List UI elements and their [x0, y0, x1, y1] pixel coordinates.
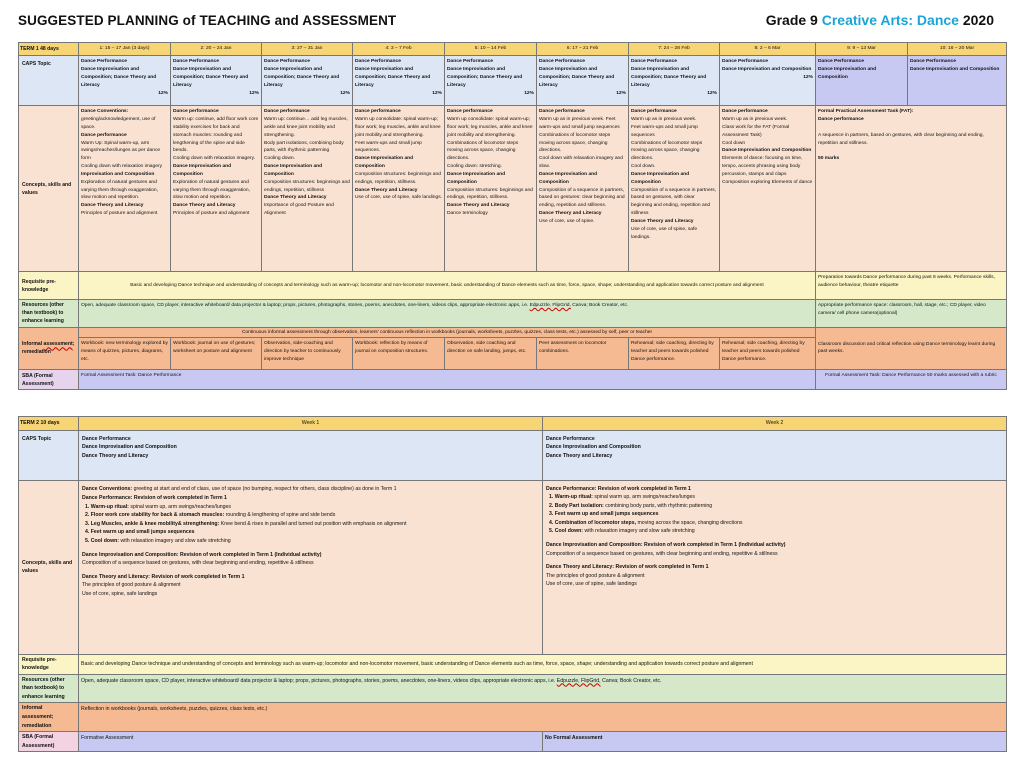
requisite-text: Basic and developing Dance technique and understanding of concepts and terminology such as warm-up; locomotor and non-locomotor movement, basic understanding of Dance elements such as time, force, space, shape; understanding and application towards correct posture and alignment	[79, 272, 816, 300]
resources-text: Open, adequate classroom space, CD player, interactive whiteboard/ data projector & laptop; props, pictures, photographs, stories, poems, anecdotes, one-liners, videos clips, appropriate electronic apps, i.e. Edpuzzle, FlipGrid, Canva; Book Creator, etc.	[79, 300, 816, 327]
concept-line: Elements of dance: focusing on time, tempo, accents phrasing using body percussion, stamps and claps	[722, 156, 803, 177]
concepts-cell	[171, 106, 262, 272]
concept-line: Dance Theory and Literacy	[81, 203, 144, 209]
term1-requisite-row	[19, 272, 1007, 300]
week2-concepts: Dance Performance: Revision of work completed in Term 1 1. Warm-up ritual: spinal warm up, arm swings/reaches/lunges 2. Body Part isolation: combining body parts, with rhythmic patterning 3. Feet warm up and small jumps sequences 4. Combination of locomotor steps, moving across the space, changing directions 5. Cool down: with relaxation imagery and slow safe stretching Dance Improvisation and Composition: Revision of work completed in Term 1 (Individual activity) Composition of a sequence based on gestures, with clear beginning and ending, repetitive & stillness Dance Theory and Literacy: Revision of work completed in Term 1 The principles of good posture & alignment Use of core, use of spine, safe landings	[543, 480, 1007, 654]
concept-line: Combinations of locomotor steps moving across space, changing directions.	[631, 140, 703, 162]
concept-line: Composition structures: beginnings and endings, repetition, stillness.	[447, 187, 533, 201]
concept-line: Dance performance	[631, 109, 677, 115]
numbered-item: 3. Feet warm up and small jumps sequences	[549, 511, 659, 518]
term2-table	[18, 416, 1007, 752]
grade-subject-title	[766, 12, 994, 28]
concept-line: Dance performance	[447, 109, 493, 115]
concept-line: Composition of a sequence in partners, based on gestures, with clear beginning and ending, repetition and stillness	[631, 187, 717, 217]
caps-topic-label: CAPS Topic	[19, 56, 79, 106]
concept-line: Warm up consolidate: spinal warm-up; floor work; leg muscles, ankle and knee joint mobility and strengthening.	[355, 116, 441, 138]
term1-sba-row	[19, 370, 1007, 390]
concept-line: Dance Improvisation and Composition	[447, 171, 506, 185]
concept-line: Cool down	[722, 140, 746, 146]
sba-right: Formal Assessment Task: Dance Performance 50 marks assessed with a rubric	[816, 370, 1007, 390]
term1-week-4: 4: 3 – 7 Feb	[353, 43, 445, 56]
concept-line: Dance performance	[539, 109, 585, 115]
caps-cell: Dance Performance Dance Improvisation and Composition	[908, 56, 1007, 106]
concept-line: A sequence in partners, based on gestures, with clear beginning and ending, repetition and stillness.	[818, 132, 984, 146]
term1-week-3: 3: 27 – 31 Jan	[262, 43, 353, 56]
requisite-label: Requisite pre-knowledge	[19, 654, 79, 674]
sba-left: Formative Assessment	[79, 732, 543, 752]
term1-header-row	[19, 43, 1007, 56]
concept-line	[818, 124, 1004, 132]
concept-line: Dance performance	[722, 109, 768, 115]
resources-right: Appropriate performance space: classroom, hall, stage, etc.; CD player, video camera/ cell phone camera(optional)	[816, 300, 1007, 327]
fat-cell	[816, 106, 1007, 272]
concepts-cell	[629, 106, 720, 272]
numbered-item: 5. Cool down: with relaxation imagery and slow safe stretching	[85, 538, 231, 545]
caps-cell: Dance Performance Dance Improvisation and Composition; Dance Theory and Literacy 12%	[537, 56, 629, 106]
resources-label: Resources (other than textbook) to enhance learning	[19, 300, 79, 327]
informal-cell: Observation, side coaching and direction on safe landing, jumps, etc.	[445, 338, 537, 370]
informal-cell: Rehearsal; side coaching, directing by teacher and peers towards polished Dance performance.	[720, 338, 816, 370]
term2-requisite-row	[19, 654, 1007, 674]
numbered-item: 5. Cool down: with relaxation imagery and slow safe stretching	[549, 528, 695, 535]
concepts-cell	[79, 106, 171, 272]
concepts-label: Concepts, skills and values	[19, 106, 79, 272]
concept-line: Cool down with relaxation imagery and slow.	[539, 156, 624, 170]
informal-top-text: Continuous informal assessment through observation, learners' continuous reflection in workbooks (journals, worksheets, puzzles, quizzes, class tests, etc.) assessed by self, peer or teacher	[79, 327, 816, 338]
concept-line: Dance terminology	[447, 211, 488, 217]
caps-cell: Dance Performance Dance Improvisation and Composition; Dance Theory and Literacy 12%	[445, 56, 537, 106]
concept-line: Cooling down: stretching.	[447, 164, 502, 170]
caps-cell: Dance Performance Dance Improvisation and Composition 12%	[720, 56, 816, 106]
informal-text: Reflection in workbooks (journals, worksheets, puzzles, quizzes, class tests, etc.)	[79, 703, 1007, 732]
caps-cell: Dance Performance Dance Improvisation and Composition; Dance Theory and Literacy 12%	[262, 56, 353, 106]
term1-week-9: 9: 9 – 13 Mar	[816, 43, 908, 56]
concept-line: Warm up as in previous week.	[631, 116, 697, 122]
concept-line: Cool down.	[631, 164, 656, 170]
caps-topic-label: CAPS Topic	[19, 430, 79, 480]
concept-line: Warm up as in previous week.	[722, 116, 788, 122]
term2-informal-row	[19, 703, 1007, 732]
concept-line: Principles of posture and alignment	[81, 211, 158, 217]
requisite-label: Requisite pre-knowledge	[19, 272, 79, 300]
concept-line: Dance performance	[173, 109, 219, 115]
concept-line: Dance Theory and Literacy	[173, 203, 236, 209]
numbered-item: 1. Warm-up ritual: spinal warm up, arm swings/reaches/lunges	[549, 494, 695, 501]
informal-right: Classroom discussion and critical reflection using Dance terminology learnt during past weeks.	[816, 327, 1007, 370]
resources-text: Open, adequate classroom space, CD player, interactive whiteboard/ data projector & laptop; props, pictures, photographs, stories, poems, anecdotes, one-liners, videos clips, appropriate electronic apps, i.e. Edpuzzle, FlipGrid, Canva; Book Creator, etc.	[79, 674, 1007, 703]
concept-line: Dance Theory and Literacy	[264, 195, 327, 201]
sba-left: Formal Assessment Task: Dance Performance	[79, 370, 816, 390]
sba-label: SBA (Formal Assessment)	[19, 370, 79, 390]
term1-week-8: 8: 2 – 6 Mar	[720, 43, 816, 56]
concept-line: Exploration of natural gestures and varying them through exaggeration, slow motion and repetition.	[81, 179, 158, 201]
concept-line: greeting/acknowledgement, use of space.	[81, 116, 156, 130]
concept-line	[818, 147, 1004, 155]
term1-week-2: 2: 20 – 24 Jan	[171, 43, 262, 56]
concept-line: Body part isolations, combining body parts, with rhythmic patterning	[264, 140, 344, 154]
term1-table	[18, 42, 1007, 390]
concept-line: Composition structures: beginnings and endings, repetition, stillness.	[355, 171, 441, 185]
term1-resources-row	[19, 300, 1007, 327]
page-header	[0, 0, 1024, 40]
concept-line: Dance Theory and Literacy	[539, 211, 602, 217]
concept-line: Cooling down.	[264, 156, 295, 162]
concept-line: Warm up: continue, add floor work core stability exercises for back and stomach muscles: rounding and lengthening of the spine and side bends.	[173, 116, 259, 154]
term2-sba-row	[19, 732, 1007, 752]
concept-line: Warm up as in previous week. Feet warm-ups and small jump sequences	[539, 116, 620, 130]
concept-line: Composition structures: beginnings and endings, repetition, stillness	[264, 179, 350, 193]
term2-resources-row	[19, 674, 1007, 703]
informal-cell: Rehearsal; side coaching, directing by teacher and peers towards polished Dance performance.	[629, 338, 720, 370]
caps-cell: Dance Performance Dance Improvisation and Composition	[816, 56, 908, 106]
concept-line: Dance Improvisation and Composition	[539, 171, 598, 185]
caps-cell: Dance Performance Dance Improvisation and Composition; Dance Theory and Literacy 12%	[171, 56, 262, 106]
concept-line: Dance Theory and Literacy	[631, 218, 694, 224]
concept-line: Feet warm-ups and small jump sequences.	[355, 140, 422, 154]
concept-line: Formal Practical Assessment Task (FAT):	[818, 109, 914, 115]
concept-line: Composition exploring Elements of dance	[722, 179, 813, 185]
concept-line: Warm Up: Spinal warm-up, arm swings/reaches/lunges as per dance form	[81, 140, 161, 162]
informal-cell: Peer assessment on locomotor combinations.	[537, 338, 629, 370]
concept-line: Feet warm-ups and small jump sequences	[631, 124, 698, 138]
concept-line: Dance performance	[818, 116, 864, 122]
term2-header-row	[19, 417, 1007, 431]
concept-line: Exploration of natural gestures and varying them through exaggeration, slow motion and repetition.	[173, 179, 250, 201]
concept-line: Cooling down with relaxation imagery.	[173, 156, 256, 162]
concept-line: Use of core, use of spine, safe landings.	[355, 195, 442, 201]
subject-label: Creative Arts: Dance	[821, 12, 959, 28]
concept-line: Dance Improvisation and Composition	[722, 148, 812, 154]
informal-cell: Workbook: reflection by means of journal on composition structures.	[353, 338, 445, 370]
caps-cell: Dance Performance Dance Improvisation and Composition; Dance Theory and Literacy 12%	[629, 56, 720, 106]
requisite-text: Basic and developing Dance technique and understanding of concepts and terminology such as warm-up; locomotor and non-locomotor movement, basic understanding of Dance elements such as time, force, space, shape; understanding and application towards correct posture and alignment	[79, 654, 1007, 674]
concept-line: Improvisation and Composition	[81, 171, 155, 177]
term1-informal-top-row	[19, 327, 1007, 338]
concept-line: Dance Conventions:	[81, 109, 129, 115]
concepts-label: Concepts, skills and values	[19, 480, 79, 654]
numbered-item: 3. Leg Muscles, ankle & knee mobility& strengthening: Knee bend & rises in parallel and turned out position with emphasis on alignment	[85, 520, 407, 527]
concept-line: Dance Theory and Literacy	[355, 187, 418, 193]
concept-line: Dance performance	[81, 132, 127, 138]
informal-cell: Workbook: journal on use of gestures; worksheet on posture and alignment	[171, 338, 262, 370]
concepts-cell	[537, 106, 629, 272]
term1-week-7: 7: 24 – 28 Feb	[629, 43, 720, 56]
term2-concepts-row	[19, 480, 1007, 654]
term2-week-2: Week 2	[543, 417, 1007, 431]
caps-cell: Dance Performance Dance Improvisation and Composition Dance Theory and Literacy	[543, 430, 1007, 480]
concepts-cell	[445, 106, 537, 272]
concept-line: Importance of good Posture and Alignment	[264, 203, 334, 217]
sba-label: SBA (Formal Assessment)	[19, 732, 79, 752]
week1-concepts: Dance Conventions: greeting at start and end of class, use of space (no bumping, respect for others, class discipline) as done in Term 1 Dance Performance: Revision of work completed in Term 1 1. Warm-up ritual: spinal warm up, arm swings/reaches/lunges 2. Floor work core stability for back & stomach muscles: rounding & lengthening of spine and side bends 3. Leg Muscles, ankle & knee mobility& strengthening: Knee bend & rises in parallel and turned out position with emphasis on alignment 4. Feet warm up and small jumps sequences 5. Cool down: with relaxation imagery and slow safe stretching Dance Improvisation and Composition: Revision of work completed in Term 1 (Individual activity) Composition of a sequence based on gestures, with clear beginning and ending, repetitive & stillness Dance Theory and Literacy: Revision of work completed in Term 1 The principles of good posture & alignment Use of core, spine, safe landings	[79, 480, 543, 654]
numbered-item: 4. Feet warm up and small jumps sequences	[85, 529, 195, 536]
grade-label: Grade 9	[765, 12, 818, 28]
concept-line: Use of core, use of spine.	[539, 218, 595, 224]
concept-line: Combinations of locomotor steps moving across space, changing directions.	[539, 132, 611, 154]
informal-label: Informal assessment; remediation	[19, 327, 79, 370]
numbered-item: 1. Warm-up ritual: spinal warm up, arm swings/reaches/lunges	[85, 503, 231, 510]
sba-right: No Formal Assessment	[543, 732, 1007, 752]
concept-line: Combinations of locomotor steps moving across space, changing directions.	[447, 140, 519, 162]
numbered-item: 2. Body Part isolation: combining body parts, with rhythmic patterning	[549, 502, 713, 509]
concept-line: Dance Improvisation and Composition	[264, 164, 323, 177]
informal-label: Informal assessment; remediation	[19, 703, 79, 732]
concept-line: Composition of a sequence in partners, based on gestures: clear beginning and ending, repetition and stillness.	[539, 187, 625, 209]
concepts-cell	[353, 106, 445, 272]
caps-cell: Dance Performance Dance Improvisation and Composition; Dance Theory and Literacy 12%	[79, 56, 171, 106]
caps-cell: Dance Performance Dance Improvisation and Composition; Dance Theory and Literacy 12%	[353, 56, 445, 106]
term2-week-1: Week 1	[79, 417, 543, 431]
concept-line: Dance Improvisation and Composition	[173, 164, 232, 177]
concept-line: Dance performance	[264, 109, 310, 115]
numbered-item: 4. Combination of locomotor steps, moving across the space, changing directions	[549, 519, 743, 526]
concept-line: Dance performance	[355, 109, 401, 115]
concept-line: Dance Improvisation and Composition	[355, 156, 414, 170]
term2-caps-row	[19, 430, 1007, 480]
concept-line: Class work for the FAT (Formal Assessment Task)	[722, 124, 790, 138]
concept-line: Cooling down with relaxation imagery	[81, 164, 163, 170]
term1-week-6: 6: 17 – 21 Feb	[537, 43, 629, 56]
term2-label: TERM 2 10 days	[19, 417, 79, 431]
concept-line: Warm up consolidate: spinal warm-up; floor work; leg muscles, ankle and knee joint mobility and strengthening.	[447, 116, 533, 138]
document-title: SUGGESTED PLANNING of TEACHING and ASSESSMENT	[18, 13, 397, 28]
term1-concepts-row	[19, 106, 1007, 272]
concept-line: 50 marks	[818, 156, 840, 162]
concept-line: Dance Improvisation and Composition	[631, 171, 690, 185]
concept-line: Warm up: continue… add leg muscles, ankle and knee joint mobility and strengthening.	[264, 116, 348, 138]
caps-cell: Dance Performance Dance Improvisation and Composition Dance Theory and Literacy	[79, 430, 543, 480]
informal-cell: Observation, side-coaching and direction by teacher to continuously improve technique	[262, 338, 353, 370]
concept-line: Dance Theory and Literacy	[447, 203, 510, 209]
concept-line: Use of core, use of spine, safe landings.	[631, 226, 698, 240]
numbered-item: 2. Floor work core stability for back & stomach muscles: rounding & lengthening of spine and side bends	[85, 512, 336, 519]
concepts-cell	[720, 106, 816, 272]
term1-caps-row	[19, 56, 1007, 106]
requisite-right: Preparation towards Dance performance during past 8 weeks. Performance skills, audience behaviour, theatre etiquette	[816, 272, 1007, 300]
concept-line: Principles of posture and alignment	[173, 211, 250, 217]
concepts-cell	[262, 106, 353, 272]
term1-week-10: 10: 16 – 20 Mar	[908, 43, 1007, 56]
term1-week-5: 5: 10 – 14 Feb	[445, 43, 537, 56]
year-label: 2020	[962, 12, 994, 28]
informal-cell: Workbook: new terminology explored by means of quizzes, pictures, diagrams, etc.	[79, 338, 171, 370]
term1-week-1: 1: 15 – 17 Jan (3 days)	[79, 43, 171, 56]
term1-label: TERM 1 48 days	[19, 43, 79, 56]
resources-label: Resources (other than textbook) to enhance learning	[19, 674, 79, 703]
